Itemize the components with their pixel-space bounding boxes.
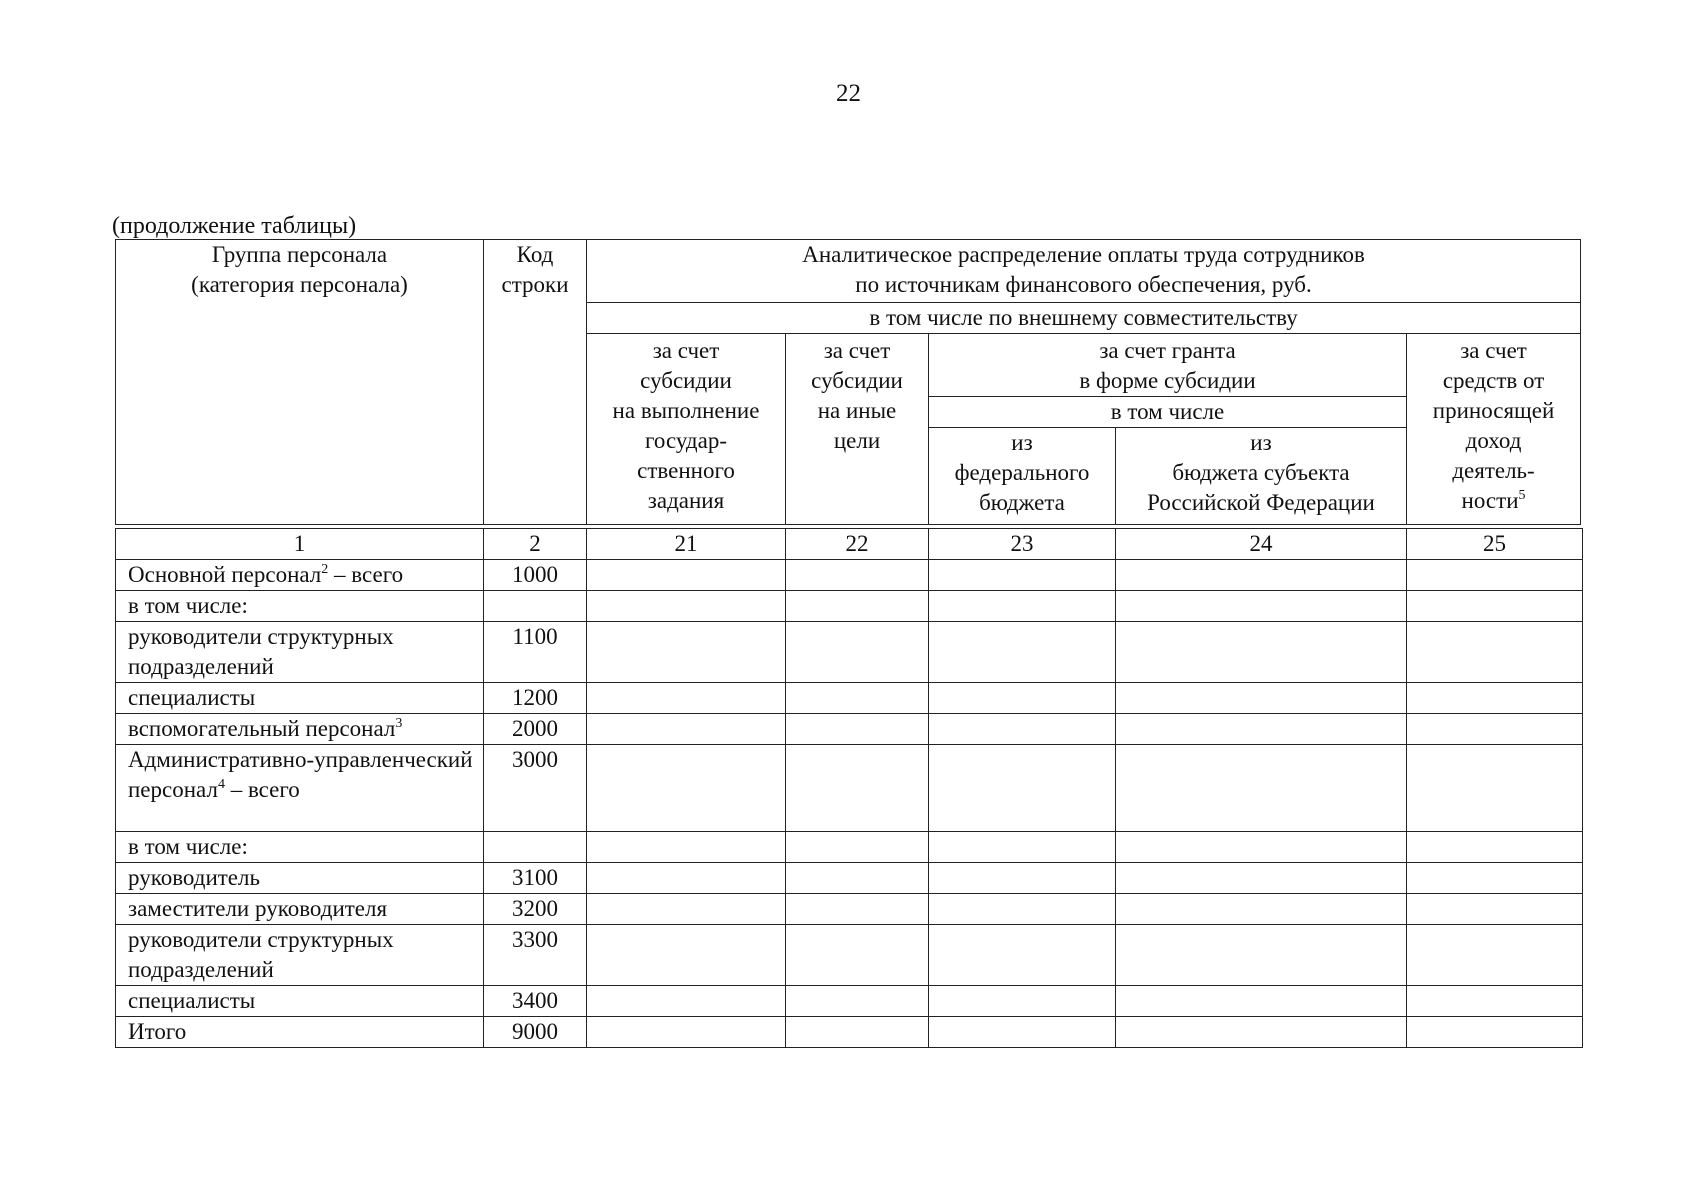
row-code: 9000 <box>484 1017 587 1048</box>
header-group-line-2: (категория персонала) <box>191 272 408 297</box>
empty-value-cell <box>587 560 786 591</box>
column-number-cell: 21 <box>587 529 786 560</box>
empty-value-cell <box>1116 863 1407 894</box>
header-col21-line-5: ственного <box>637 458 735 483</box>
empty-value-cell <box>1407 925 1583 986</box>
empty-value-cell <box>1116 745 1407 832</box>
empty-value-cell <box>1116 714 1407 745</box>
row-name: руководители структурных подразделений <box>128 927 394 982</box>
table-row <box>116 622 1583 683</box>
empty-value-cell <box>929 591 1116 622</box>
empty-value-cell <box>1407 745 1583 832</box>
row-name-cell <box>116 714 484 745</box>
empty-value-cell <box>786 986 929 1017</box>
table-body <box>115 528 1583 1048</box>
empty-value-cell <box>786 591 929 622</box>
header-analytic-line-2: по источникам финансового обеспечения, руб. <box>855 272 1312 297</box>
empty-value-cell <box>587 591 786 622</box>
header-col22-line-2: субсидии <box>811 368 903 393</box>
empty-value-cell <box>587 832 786 863</box>
empty-value-cell <box>786 714 929 745</box>
header-col25-line-6 <box>1407 486 1580 516</box>
header-col23-line-1: из <box>1011 430 1033 455</box>
empty-value-cell <box>587 894 786 925</box>
row-name: в том числе: <box>128 593 248 618</box>
empty-value-cell <box>929 832 1116 863</box>
header-grant-line-2: в форме субсидии <box>1079 368 1256 393</box>
header-col25-cell <box>1407 334 1581 525</box>
row-name-cell <box>116 683 484 714</box>
header-col21-line-2: субсидии <box>640 368 732 393</box>
table-row <box>116 832 1583 863</box>
column-number-cell: 25 <box>1407 529 1583 560</box>
row-name: специалисты <box>128 685 256 710</box>
row-code: 1200 <box>484 683 587 714</box>
empty-value-cell <box>786 925 929 986</box>
header-col25-line-1: за счет <box>1460 338 1527 363</box>
empty-value-cell <box>1116 832 1407 863</box>
empty-value-cell <box>929 863 1116 894</box>
header-group-line-1: Группа персонала <box>211 242 388 267</box>
column-number-cell: 24 <box>1116 529 1407 560</box>
row-code: 3200 <box>484 894 587 925</box>
column-number-cell: 23 <box>929 529 1116 560</box>
header-col24-cell <box>1116 428 1407 525</box>
header-col24-line-2: бюджета субъекта <box>1172 460 1350 485</box>
header-col25-line-5: деятель- <box>1452 458 1535 483</box>
empty-value-cell <box>1116 1017 1407 1048</box>
empty-value-cell <box>929 622 1116 683</box>
row-code <box>484 591 587 622</box>
header-analytic-cell <box>587 240 1581 303</box>
table-row <box>116 894 1583 925</box>
table-row <box>116 863 1583 894</box>
empty-value-cell <box>587 714 786 745</box>
empty-value-cell <box>587 745 786 832</box>
row-code: 1000 <box>484 560 587 591</box>
empty-value-cell <box>1407 683 1583 714</box>
row-name-cell <box>116 863 484 894</box>
header-col23-line-3: бюджета <box>979 490 1065 515</box>
row-name-cell <box>116 832 484 863</box>
row-name-suffix: – всего <box>328 562 404 587</box>
page-number: 22 <box>836 80 861 107</box>
empty-value-cell <box>1407 622 1583 683</box>
header-col22-line-4: цели <box>833 428 881 453</box>
header-including-cell: в том числе <box>929 397 1407 428</box>
footnote-ref: 2 <box>321 562 329 577</box>
empty-value-cell <box>929 986 1116 1017</box>
empty-value-cell <box>1407 560 1583 591</box>
empty-value-cell <box>786 1017 929 1048</box>
empty-value-cell <box>1116 683 1407 714</box>
header-col22-line-1: за счет <box>823 338 891 363</box>
row-code: 3300 <box>484 925 587 986</box>
table-row <box>116 560 1583 591</box>
empty-value-cell <box>587 986 786 1017</box>
empty-value-cell <box>786 683 929 714</box>
header-col25-line-3: приносящей <box>1432 398 1555 423</box>
table-row <box>116 1017 1583 1048</box>
table-header <box>115 239 1581 525</box>
table-row <box>116 683 1583 714</box>
empty-value-cell <box>1407 894 1583 925</box>
header-col21-cell <box>587 334 786 525</box>
header-col21-line-1: за счет <box>652 338 720 363</box>
empty-value-cell <box>929 894 1116 925</box>
row-name: специалисты <box>128 988 256 1013</box>
empty-value-cell <box>1116 560 1407 591</box>
header-group-cell <box>116 240 484 525</box>
empty-value-cell <box>929 925 1116 986</box>
empty-value-cell <box>587 683 786 714</box>
empty-value-cell <box>1407 832 1583 863</box>
header-code-cell <box>484 240 587 525</box>
row-code: 3100 <box>484 863 587 894</box>
header-col25-line-2: средств от <box>1442 368 1545 393</box>
empty-value-cell <box>587 622 786 683</box>
row-name: заместители руководителя <box>128 896 388 921</box>
row-name: Административно-управленческий персонал <box>128 747 473 802</box>
row-name: руководители структурных подразделений <box>128 624 394 679</box>
row-name: вспомогательный персонал <box>128 716 396 741</box>
row-name-cell <box>116 894 484 925</box>
column-number-cell: 22 <box>786 529 929 560</box>
column-number-cell: 2 <box>484 529 587 560</box>
empty-value-cell <box>1407 714 1583 745</box>
footnote-ref: 4 <box>217 777 225 792</box>
empty-value-cell <box>1116 894 1407 925</box>
row-name-cell <box>116 560 484 591</box>
table-row <box>116 714 1583 745</box>
header-grant-cell <box>929 334 1407 397</box>
table-row <box>116 591 1583 622</box>
header-external-cell: в том числе по внешнему совместительству <box>587 303 1581 334</box>
empty-value-cell <box>1116 986 1407 1017</box>
row-name-suffix: – всего <box>224 777 300 802</box>
empty-value-cell <box>1116 925 1407 986</box>
empty-value-cell <box>1116 622 1407 683</box>
header-col25-line-4: доход <box>1465 428 1522 453</box>
header-col21-line-3: на выполнение <box>612 398 760 423</box>
empty-value-cell <box>1407 986 1583 1017</box>
row-code: 3400 <box>484 986 587 1017</box>
empty-value-cell <box>786 745 929 832</box>
column-number-cell: 1 <box>116 529 484 560</box>
header-col24-line-1: из <box>1250 430 1272 455</box>
header-col22-cell <box>786 334 929 525</box>
row-code <box>484 832 587 863</box>
row-name: в том числе: <box>128 834 248 859</box>
header-col25-text: ности <box>1461 488 1519 513</box>
header-col21-line-4: государ- <box>645 428 727 453</box>
empty-value-cell <box>587 1017 786 1048</box>
footnote-ref: 5 <box>1518 488 1526 503</box>
header-analytic-line-1: Аналитическое распределение оплаты труда сотрудников <box>802 242 1365 267</box>
row-name-cell <box>116 622 484 683</box>
row-code: 3000 <box>484 745 587 832</box>
empty-value-cell <box>929 683 1116 714</box>
header-code-line-2: строки <box>501 272 569 297</box>
empty-value-cell <box>587 925 786 986</box>
continuation-label: (продолжение таблицы) <box>112 213 357 239</box>
empty-value-cell <box>1407 863 1583 894</box>
empty-value-cell <box>929 714 1116 745</box>
header-col22-line-3: на иные <box>817 398 897 423</box>
header-col24-line-3: Российской Федерации <box>1147 490 1375 515</box>
empty-value-cell <box>587 863 786 894</box>
row-name-cell <box>116 591 484 622</box>
header-col23-line-2: федерального <box>954 460 1090 485</box>
row-name-cell <box>116 1017 484 1048</box>
empty-value-cell <box>1116 591 1407 622</box>
table-row <box>116 745 1583 832</box>
empty-value-cell <box>786 894 929 925</box>
row-name: руководитель <box>128 865 260 890</box>
row-name: Итого <box>128 1019 187 1044</box>
empty-value-cell <box>786 863 929 894</box>
row-code: 2000 <box>484 714 587 745</box>
empty-value-cell <box>1407 591 1583 622</box>
header-code-line-1: Код <box>516 242 554 267</box>
row-name: Основной персонал <box>128 562 322 587</box>
table-row <box>116 986 1583 1017</box>
header-col23-cell <box>929 428 1116 525</box>
empty-value-cell <box>929 745 1116 832</box>
row-name-cell <box>116 925 484 986</box>
column-number-row <box>116 529 1583 560</box>
table-row <box>116 925 1583 986</box>
empty-value-cell <box>786 560 929 591</box>
footnote-ref: 3 <box>395 716 403 731</box>
row-name-cell <box>116 986 484 1017</box>
header-grant-line-1: за счет гранта <box>1099 338 1236 363</box>
row-code: 1100 <box>484 622 587 683</box>
empty-value-cell <box>929 560 1116 591</box>
empty-value-cell <box>929 1017 1116 1048</box>
empty-value-cell <box>1407 1017 1583 1048</box>
row-name-cell <box>116 745 484 832</box>
empty-value-cell <box>786 832 929 863</box>
header-col21-line-6: задания <box>647 488 725 513</box>
empty-value-cell <box>786 622 929 683</box>
